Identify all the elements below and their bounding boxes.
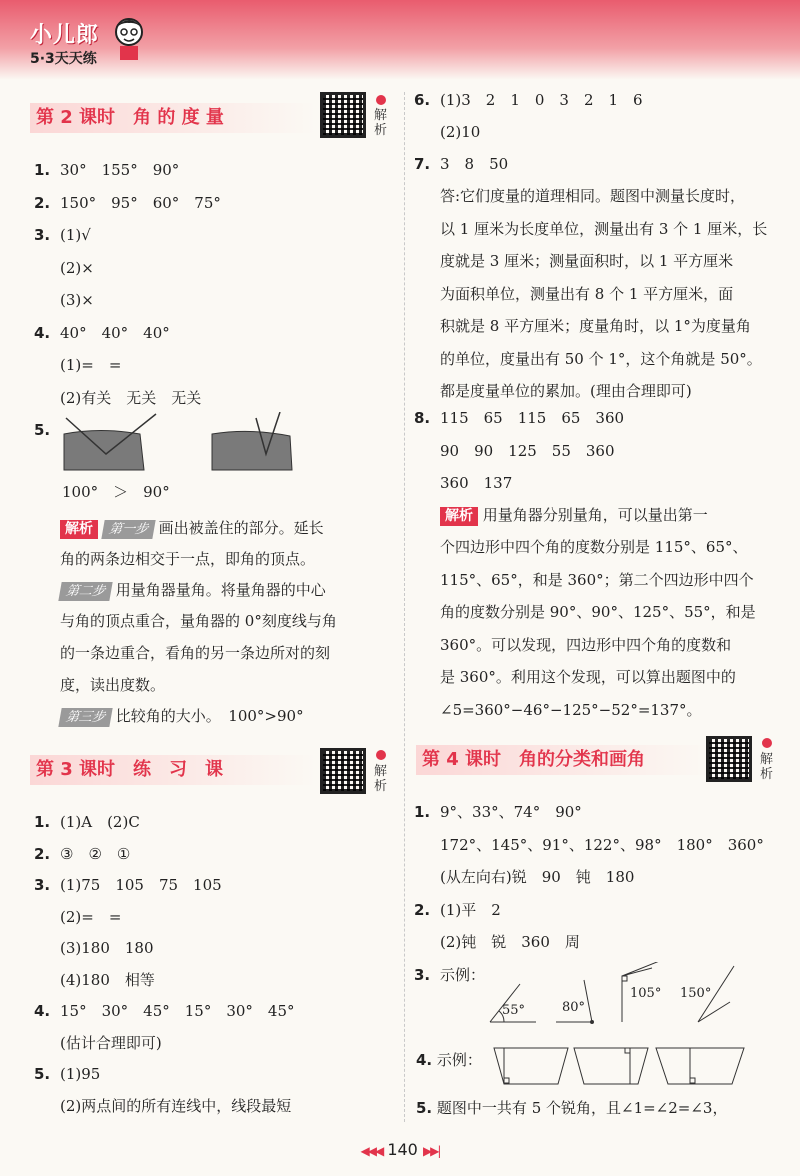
answer-line bbox=[34, 812, 140, 832]
question-number: 5. bbox=[34, 1065, 51, 1083]
q3-angle-drawings bbox=[480, 962, 760, 1028]
qr-label: 解析 bbox=[374, 108, 388, 138]
answer-line bbox=[34, 258, 94, 278]
q4-trapezoid-drawings bbox=[492, 1044, 752, 1088]
answer-line bbox=[34, 844, 130, 864]
question-number: 5. bbox=[34, 421, 51, 439]
answer-text: 360 137 bbox=[440, 474, 513, 492]
angle-label-80: 80° bbox=[562, 1000, 586, 1015]
analysis-tag: 解析 bbox=[60, 520, 98, 539]
text-line: 115°、65°，和是 360°；第二个四边形中四个 bbox=[440, 570, 754, 589]
answer-line bbox=[414, 473, 512, 493]
answer-text: (3)180 180 bbox=[60, 939, 154, 957]
section-title-lesson3: 第 3 课时 练 习 课 bbox=[30, 755, 316, 785]
answer-line bbox=[34, 420, 60, 440]
question-number: 1. bbox=[34, 813, 51, 831]
step3-line bbox=[60, 706, 304, 727]
text-line: 积就是 8 平方厘米；度量角时，以 1°为度量角 bbox=[440, 317, 751, 335]
step2-text: 用量角器量角。将量角器的中心 bbox=[115, 581, 326, 599]
q5-figures bbox=[60, 412, 360, 474]
prev-arrows-icon[interactable]: ◀◀◀ bbox=[360, 1144, 383, 1158]
answer-line bbox=[414, 835, 764, 855]
answer-text: (1)3 2 1 0 3 2 1 6 bbox=[440, 91, 643, 109]
answer-line bbox=[34, 1033, 162, 1053]
text-line: 度就是 3 厘米；测量面积时，以 1 平方厘米 bbox=[440, 252, 734, 270]
answer-text: 15° 30° 45° 15° 30° 45° bbox=[60, 1002, 295, 1020]
answer-line bbox=[34, 193, 221, 213]
question-number: 2. bbox=[34, 193, 51, 212]
mascot-icon bbox=[110, 14, 148, 62]
question-number: 6. bbox=[414, 91, 431, 109]
answer-line bbox=[34, 1064, 100, 1084]
q5-line bbox=[416, 1098, 727, 1118]
answer-line bbox=[414, 965, 485, 985]
answer-text: (2)× bbox=[60, 258, 94, 277]
answer-text: 115 65 115 65 360 bbox=[440, 409, 625, 427]
qr-label: 解析 bbox=[374, 764, 388, 794]
answer-line bbox=[34, 1096, 291, 1116]
answer-text: (2)= = bbox=[60, 907, 122, 926]
answer-line bbox=[34, 875, 222, 895]
play-icon[interactable] bbox=[376, 95, 386, 105]
text-line: 都是度量单位的累加。(理由合理即可) bbox=[440, 382, 692, 400]
answer-line bbox=[414, 867, 634, 887]
page-footer bbox=[0, 1140, 800, 1159]
answer-line bbox=[34, 160, 179, 180]
step3-tag: 第三步 bbox=[58, 708, 112, 727]
analysis-tag: 解析 bbox=[440, 507, 478, 526]
section-title-lesson2: 第 2 课时 角 的 度 量 bbox=[30, 103, 316, 133]
answer-text: 150° 95° 60° 75° bbox=[60, 193, 221, 212]
question-number: 7. bbox=[414, 155, 431, 173]
question-number: 3. bbox=[34, 226, 51, 244]
text-line: 角的度数分别是 90°、90°、125°、55°，和是 bbox=[440, 603, 756, 621]
question-number: 4. bbox=[34, 323, 51, 342]
qr-label: 解析 bbox=[760, 752, 774, 782]
answer-line bbox=[34, 225, 91, 245]
answer-text: (2)钝 锐 360 周 bbox=[440, 933, 580, 951]
answer-line bbox=[414, 122, 480, 142]
answer-text: (1)= = bbox=[60, 356, 122, 374]
answer-text: (1)75 105 75 105 bbox=[60, 876, 222, 894]
brand-logo: 小儿郎 bbox=[30, 23, 100, 48]
text-line: 360°。可以发现，四边形中四个角的度数和 bbox=[440, 635, 732, 654]
step2-line-3: 度，读出度数。 bbox=[60, 676, 166, 694]
step1-tag: 第一步 bbox=[101, 520, 155, 539]
q4-label: 示例： bbox=[436, 1051, 482, 1069]
page-number: 140 bbox=[387, 1140, 418, 1159]
answer-line bbox=[34, 355, 121, 375]
question-number: 3. bbox=[34, 876, 51, 894]
next-arrows-icon[interactable]: ▶▶| bbox=[422, 1144, 440, 1158]
q5-text: 题图中一共有 5 个锐角，且∠1=∠2=∠3， bbox=[436, 1099, 728, 1117]
column-divider bbox=[404, 92, 405, 1122]
answer-line bbox=[414, 441, 615, 461]
text-line: 个四边形中四个角的度数分别是 115°、65°、 bbox=[440, 538, 748, 556]
answer-line bbox=[34, 290, 94, 310]
question-number: 1. bbox=[34, 161, 51, 179]
q5-compare: 100° ＞ 90° bbox=[62, 483, 170, 501]
play-icon[interactable] bbox=[376, 750, 386, 760]
step1-text: 画出被盖住的部分。延长 bbox=[158, 519, 324, 537]
text-line: 的单位，度量出有 50 个 1°，这个角就是 50°。 bbox=[440, 349, 762, 368]
answer-text: (1)A (2)C bbox=[60, 813, 140, 831]
answer-line bbox=[414, 932, 580, 952]
answer-text: (2)10 bbox=[440, 123, 481, 141]
answer-line bbox=[34, 907, 121, 927]
answer-text: (2)有关 无关 无关 bbox=[60, 388, 202, 407]
answer-text: (估计合理即可) bbox=[60, 1033, 162, 1052]
question-number: 1. bbox=[414, 803, 431, 821]
analysis-block-2 bbox=[440, 505, 708, 526]
step2-line-1: 与角的顶点重合，量角器的 0°刻度线与角 bbox=[60, 612, 337, 630]
answer-line bbox=[34, 938, 154, 958]
angle-label-150: 150° bbox=[680, 986, 712, 1001]
q5-number: 5. bbox=[416, 1099, 433, 1117]
text-line: 为面积单位，测量出有 8 个 1 平方厘米，面 bbox=[440, 284, 734, 303]
answer-text: (3)× bbox=[60, 291, 94, 309]
answer-text: ③ ② ① bbox=[60, 844, 131, 863]
question-number: 8. bbox=[414, 409, 431, 427]
answer-line bbox=[414, 408, 624, 428]
play-icon[interactable] bbox=[762, 738, 772, 748]
text-line: 以 1 厘米为长度单位，测量出有 3 个 1 厘米，长 bbox=[440, 219, 768, 238]
question-number: 2. bbox=[34, 844, 51, 863]
brand-series: 5·3天天练 bbox=[30, 51, 97, 67]
answer-text: 90 90 125 55 360 bbox=[440, 441, 615, 460]
answer-line bbox=[34, 323, 170, 343]
answer-text: 9°、33°、74° 90° bbox=[440, 803, 582, 821]
text-line: ∠5=360°−46°−125°−52°=137°。 bbox=[440, 700, 702, 719]
step2-line-2: 的一条边重合，看角的另一条边所对的刻 bbox=[60, 644, 331, 662]
step1-text-2: 角的两条边相交于一点，即角的顶点。 bbox=[60, 550, 316, 568]
section-title-lesson4: 第 4 课时 角的分类和画角 bbox=[416, 745, 712, 775]
step2-tag: 第二步 bbox=[58, 582, 112, 601]
answer-text: (1)95 bbox=[60, 1065, 101, 1083]
angle-label-105: 105° bbox=[630, 986, 662, 1001]
question-number: 2. bbox=[414, 900, 431, 919]
question-number: 3. bbox=[414, 965, 431, 984]
analysis-block-1 bbox=[60, 518, 324, 539]
text-line: 答:它们度量的道理相同。题图中测量长度时， bbox=[440, 187, 746, 205]
q4-line bbox=[416, 1050, 482, 1070]
answer-text: 30° 155° 90° bbox=[60, 161, 180, 179]
answer-text: 172°、145°、91°、122°、98° 180° 360° bbox=[440, 835, 764, 854]
answer-line bbox=[34, 388, 201, 408]
q4-number: 4. bbox=[416, 1051, 433, 1069]
answer-text: 示例： bbox=[440, 965, 486, 984]
qr-code[interactable] bbox=[320, 748, 366, 794]
answer-text: 40° 40° 40° bbox=[60, 323, 170, 342]
answer-line bbox=[34, 1001, 295, 1021]
answer-line bbox=[414, 90, 643, 110]
analysis-first: 用量角器分别量角，可以量出第一 bbox=[482, 506, 708, 524]
text-line: 是 360°。利用这个发现，可以算出题图中的 bbox=[440, 668, 736, 686]
answer-text: 3 8 50 bbox=[440, 155, 509, 173]
answer-text: (1)平 2 bbox=[440, 900, 501, 919]
answer-text: (1)√ bbox=[60, 226, 91, 244]
step2-line bbox=[60, 580, 326, 601]
angle-label-55: 55° bbox=[502, 1003, 526, 1018]
answer-text: (2)两点间的所有连线中，线段最短 bbox=[60, 1096, 292, 1115]
qr-code[interactable] bbox=[320, 92, 366, 138]
answer-line bbox=[414, 802, 582, 822]
qr-code[interactable] bbox=[706, 736, 752, 782]
answer-line bbox=[34, 970, 155, 990]
question-number: 4. bbox=[34, 1002, 51, 1020]
step3-text: 比较角的大小。 100°>90° bbox=[115, 707, 304, 725]
answer-text: (从左向右)锐 90 钝 180 bbox=[440, 868, 635, 886]
answer-line bbox=[414, 900, 501, 920]
answer-text: (4)180 相等 bbox=[60, 970, 155, 989]
answer-line bbox=[414, 154, 508, 174]
